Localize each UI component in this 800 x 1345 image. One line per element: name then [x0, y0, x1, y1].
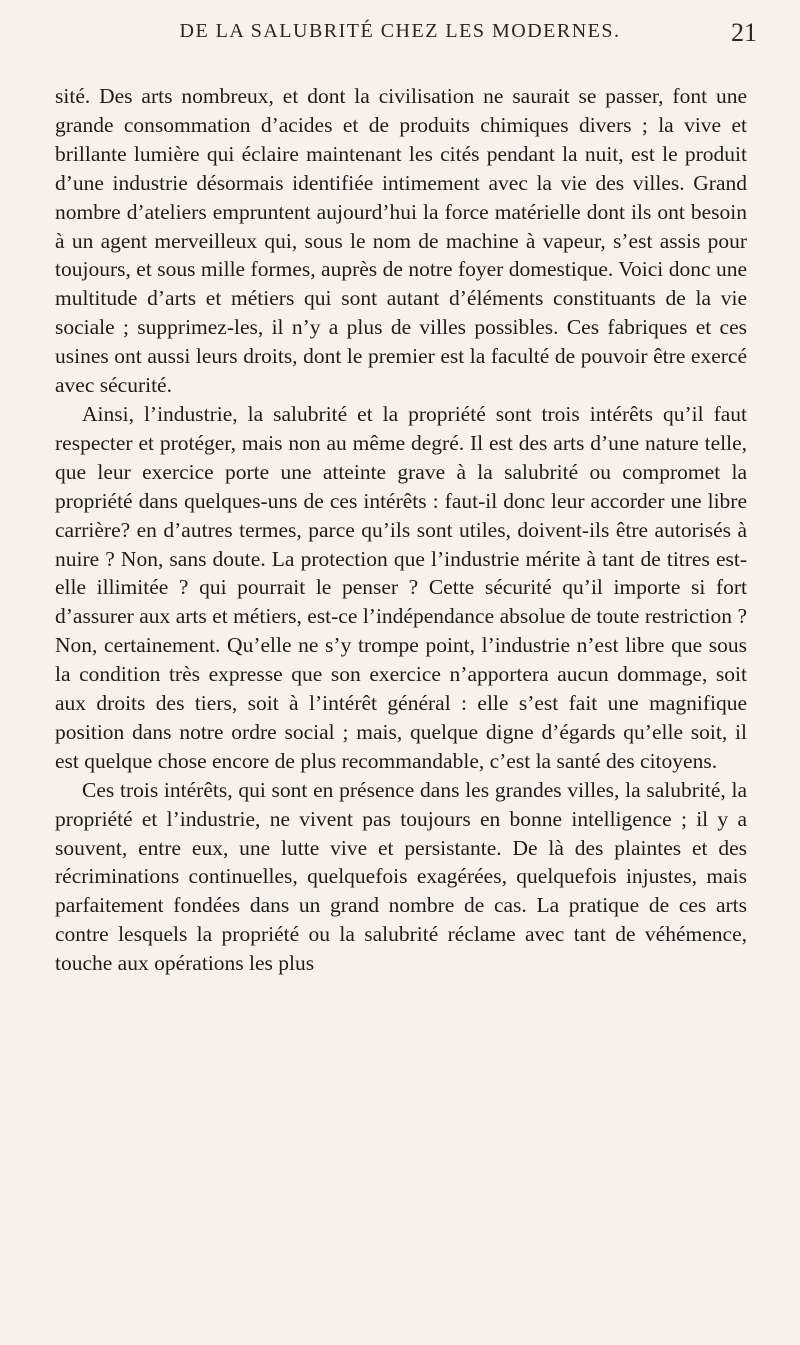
page-number: 21: [731, 18, 757, 47]
running-head: [0, 20, 800, 60]
paragraph-1: sité. Des arts nombreux, et dont la civilisation ne saurait se passer, font une grande consommation d’acides et de produits chimiques divers ; la vive et brillante lumière qui éclaire maintenant les cités pendant la nuit, est le produit d’une industrie désormais identifiée intimement avec la vie des villes. Grand nombre d’ateliers empruntent aujourd’hui la force matérielle dont ils ont besoin à un agent merveilleux qui, sous le nom de machine à vapeur, s’est assis pour toujours, et sous mille formes, auprès de notre foyer domestique. Voici donc une multitude d’arts et métiers qui sont autant d’éléments constituants de la vie sociale ; supprimez-les, il n’y a plus de villes possibles. Ces fabriques et ces usines ont aussi leurs droits, dont le premier est la faculté de pouvoir être exercé avec sécurité.: [55, 84, 747, 398]
paragraph-3: Ces trois intérêts, qui sont en présence dans les grandes villes, la salubrité, la propriété et l’industrie, ne vivent pas toujours en bonne intelligence ; il y a souvent, entre eux, une lutte vive et persistante. De là des plaintes et des récriminations continuelles, quelquefois exagérées, quelquefois injustes, mais parfaitement fondées dans un grand nombre de cas. La pratique de ces arts contre lesquels la propriété ou la salubrité réclame avec tant de véhémence, touche aux opérations les plus: [55, 777, 747, 976]
body-text: [55, 82, 747, 978]
running-title: DE LA SALUBRITÉ CHEZ LES MODERNES.: [179, 20, 621, 42]
paragraph-2: Ainsi, l’industrie, la salubrité et la propriété sont trois intérêts qu’il faut respecter et protéger, mais non au même degré. Il est des arts d’une nature telle, que leur exercice porte une atteinte grave à la salubrité ou compromet la propriété dans quelques-uns de ces intérêts : faut-il donc leur accorder une libre carrière? en d’autres termes, parce qu’ils sont utiles, doivent-ils être autorisés à nuire ? Non, sans doute. La protection que l’industrie mérite à tant de titres est-elle illimitée ? qui pourrait le penser ? Cette sécurité qu’il importe si fort d’assurer aux arts et métiers, est-ce l’indépendance absolue de toute restriction ? Non, certainement. Qu’elle ne s’y trompe point, l’industrie n’est libre que sous la condition très expresse que son exercice n’apportera aucun dommage, soit aux droits des tiers, soit à l’intérêt général : elle s’est fait une magnifique position dans notre ordre social ; mais, quelque digne d’égards qu’elle soit, il est quelque chose encore de plus recommandable, c’est la santé des citoyens.: [55, 401, 747, 773]
